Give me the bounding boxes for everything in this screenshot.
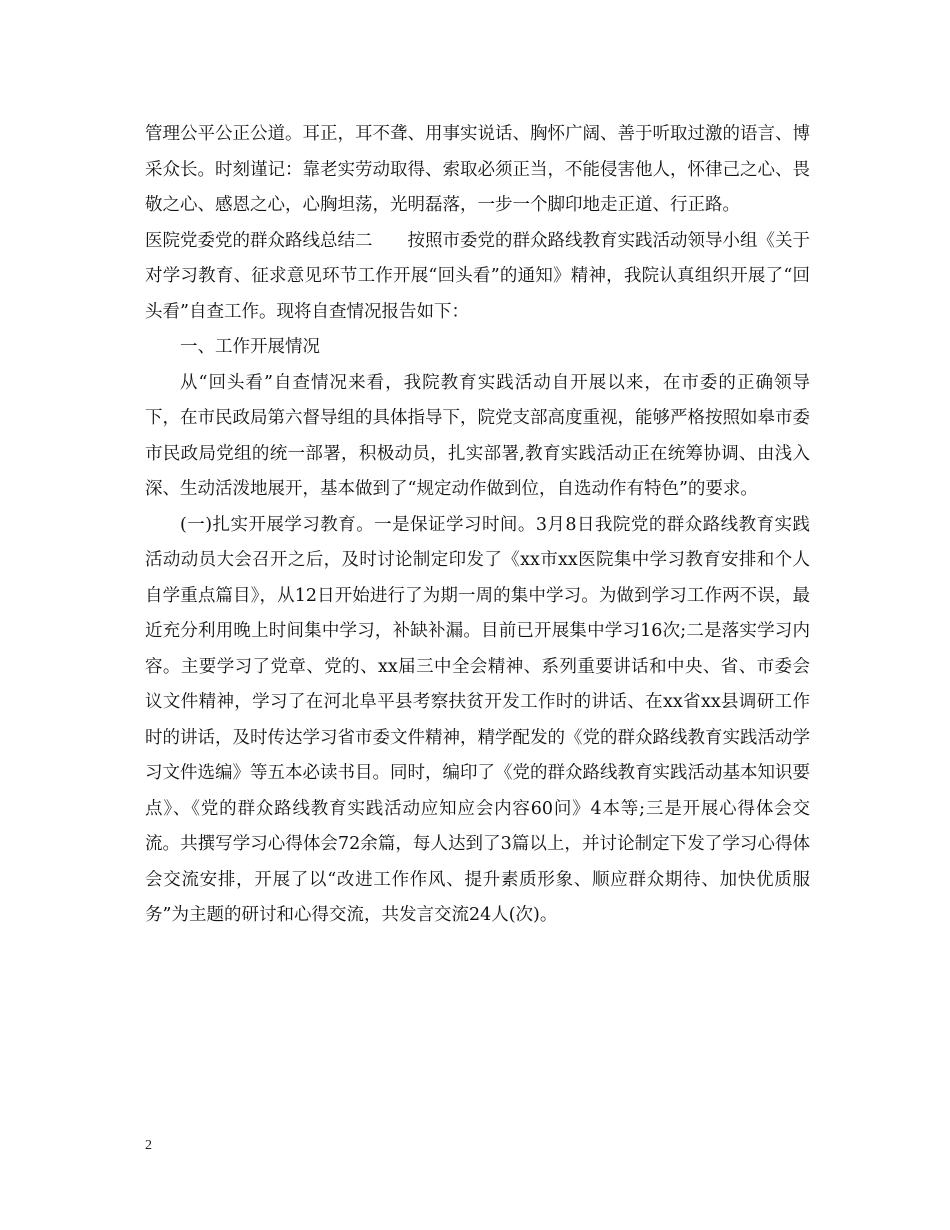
paragraph-title-intro: 医院党委党的群众路线总结二 按照市委党的群众路线教育实践活动领导小组《关于对学习教育、征求意见环节工作开展“回头看”的通知》精神，我院认真组织开展了“回头看”自查工作。现将自查情况报告如下：	[145, 230, 810, 322]
paragraph-continued: 管理公平公正公道。耳正，耳不聋、用事实说话、胸怀广阔、善于听取过激的语言、博采众长。时刻谨记：靠老实劳动取得、索取必须正当，不能侵害他人，怀律己之心、畏敬之心、感恩之心，心胸坦荡，光明磊落，一步一个脚印地走正道、行正路。	[145, 124, 810, 215]
paragraph-study: (一)扎实开展学习教育。一是保证学习时间。3月8日我院党的群众路线教育实践活动动员大会召开之后，及时讨论制定印发了《xx市xx医院集中学习教育安排和个人自学重点篇目》，从12日开始进行了为期一周的集中学习。为做到学习工作两不误，最近充分利用晚上时间集中学习，补缺补漏。目前已开展集中学习16次;二是落实学习内容。主要学习了党章、党的、xx届三中全会精神、系列重要讲话和中央、省、市委会议文件精神，学习了在河北阜平县考察扶贫开发工作时的讲话、在xx省xx县调研工作时的讲话，及时传达学习省市委文件精神，精学配发的《党的群众路线教育实践活动学习文件选编》等五本必读书目。同时，编印了《党的群众路线教育实践活动基本知识要点》、《党的群众路线教育实践活动应知应会内容60问》4本等;三是开展心得体会交流。共撰写学习心得体会72余篇，每人达到了3篇以上，并讨论制定下发了学习心得体会交流安排，开展了以“改进工作作风、提升素质形象、顺应群众期待、加快优质服务”为主题的研讨和心得交流，共发言交流24人(次)。	[145, 514, 810, 925]
paragraph-overview: 从“回头看”自查情况来看，我院教育实践活动自开展以来，在市委的正确领导下，在市民政局第六督导组的具体指导下，院党支部高度重视，能够严格按照如皋市委市民政局党组的统一部署，积极动员，扎实部署,教育实践活动正在统筹协调、由浅入深、生动活泼地展开，基本做到了“规定动作做到位，自选动作有特色”的要求。	[145, 372, 810, 499]
page-number: 2	[145, 1138, 152, 1153]
section-heading: 一、工作开展情况	[180, 337, 320, 357]
document-body	[145, 117, 810, 934]
